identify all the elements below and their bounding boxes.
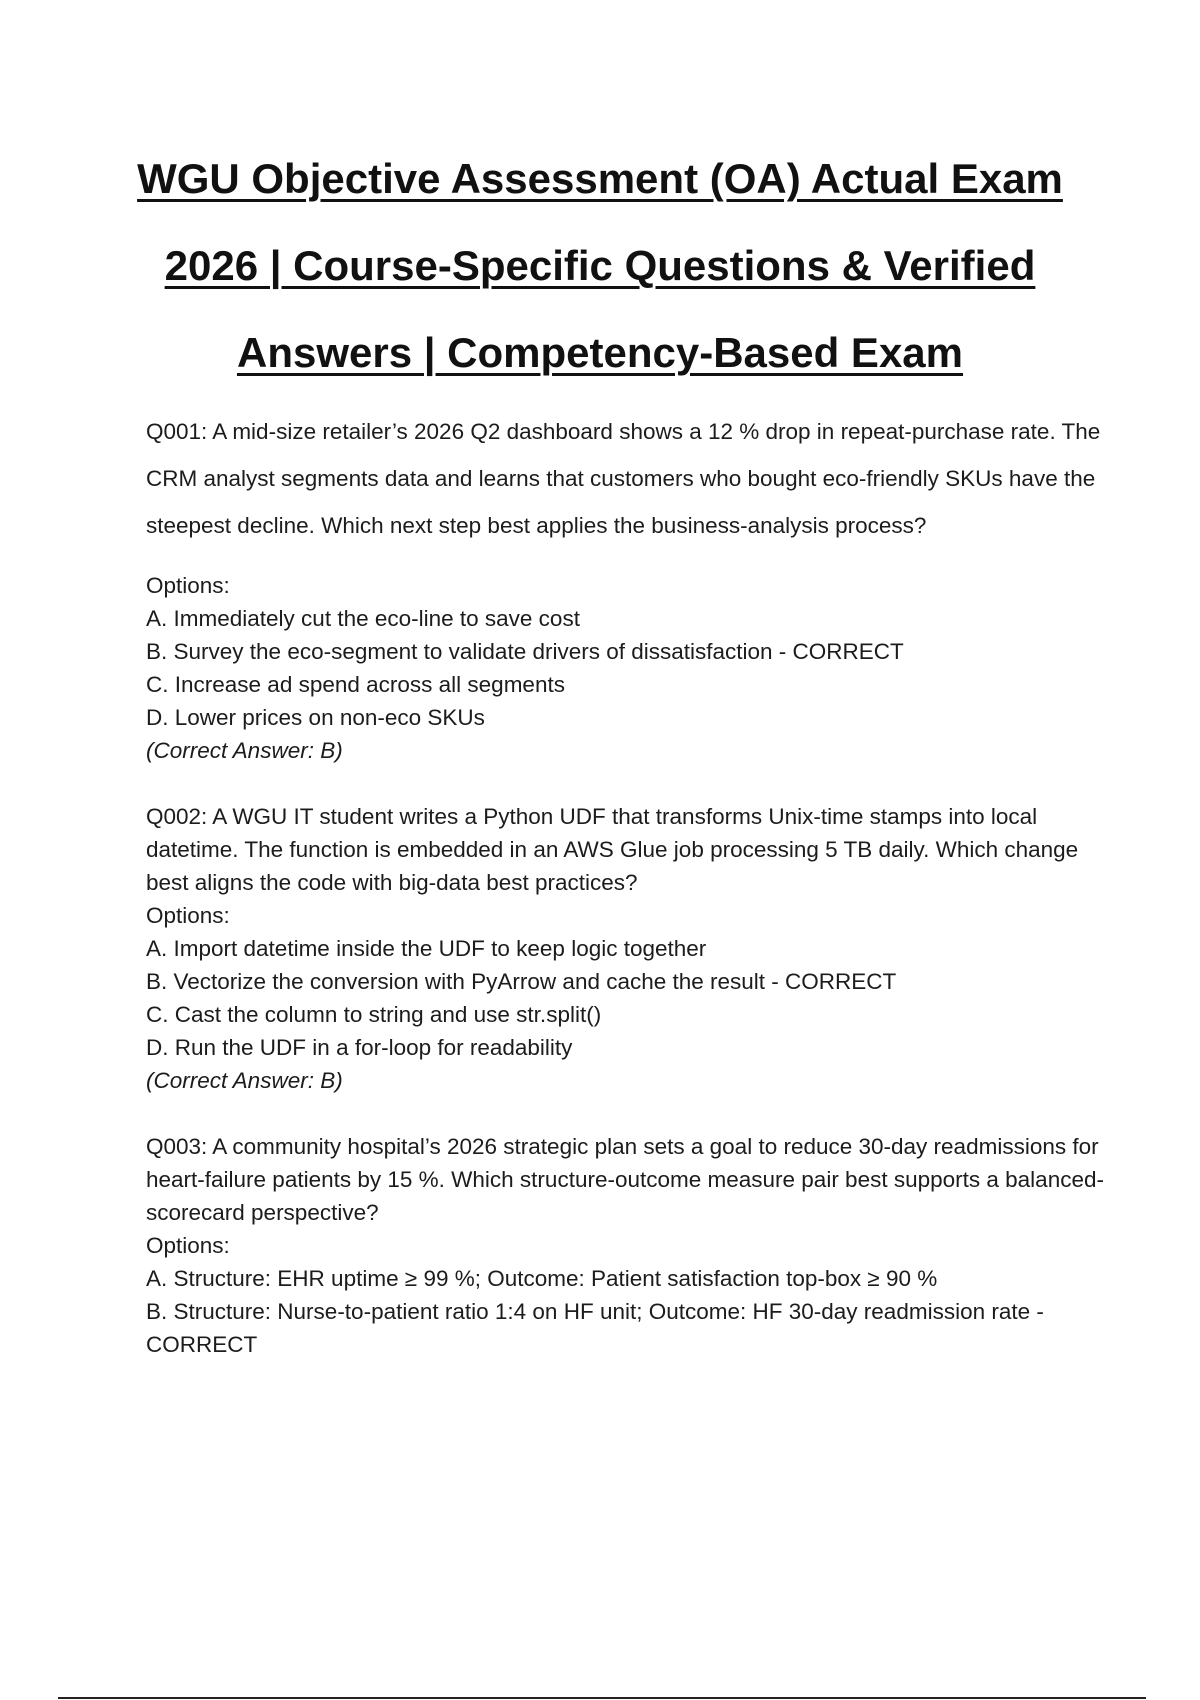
question-text: Q002: A WGU IT student writes a Python UDF that transforms Unix-time stamps into local datetime. The function is embedded in an AWS Glue job processing 5 TB daily. Which change best aligns the code with big-data best practices? xyxy=(146,804,1079,895)
title-line-2: 2026 | Course-Specific Questions & Verified xyxy=(164,242,1036,289)
bottom-divider xyxy=(58,1697,1146,1699)
option-c: C. Increase ad spend across all segments xyxy=(146,672,565,697)
question-q003 xyxy=(146,1130,1106,1361)
option-b: B. Structure: Nurse-to-patient ratio 1:4 on HF unit; Outcome: HF 30-day readmission rate - CORRECT xyxy=(146,1299,1044,1357)
option-d: D. Run the UDF in a for-loop for readability xyxy=(146,1035,573,1060)
question-q002 xyxy=(146,800,1106,1097)
option-a: A. Immediately cut the eco-line to save cost xyxy=(146,606,580,631)
option-d: D. Lower prices on non-eco SKUs xyxy=(146,705,485,730)
option-a: A. Structure: EHR uptime ≥ 99 %; Outcome: Patient satisfaction top-box ≥ 90 % xyxy=(146,1266,938,1291)
options-label: Options: xyxy=(146,903,230,928)
title-line-1: WGU Objective Assessment (OA) Actual Exam xyxy=(137,155,1063,202)
options-block xyxy=(146,569,1106,767)
options-label: Options: xyxy=(146,1233,230,1258)
title-line-3: Answers | Competency-Based Exam xyxy=(236,329,964,376)
option-a: A. Import datetime inside the UDF to keep logic together xyxy=(146,936,707,961)
option-c: C. Cast the column to string and use str.split() xyxy=(146,1002,602,1027)
options-label: Options: xyxy=(146,573,230,598)
option-b: B. Survey the eco-segment to validate drivers of dissatisfaction - CORRECT xyxy=(146,639,904,664)
correct-answer: (Correct Answer: B) xyxy=(146,738,343,763)
correct-answer: (Correct Answer: B) xyxy=(146,1068,343,1093)
document-title xyxy=(100,135,1100,396)
question-text: Q003: A community hospital’s 2026 strategic plan sets a goal to reduce 30-day readmissions for heart-failure patients by 15 %. Which structure-outcome measure pair best supports a balanced-scorecard perspective? xyxy=(146,1134,1104,1225)
questions-list xyxy=(146,420,1106,1361)
question-q001 xyxy=(146,408,1106,767)
question-text: Q001: A mid-size retailer’s 2026 Q2 dashboard shows a 12 % drop in repeat-purchase rate. The CRM analyst segments data and learns that customers who bought eco-friendly SKUs have the steepest decline. Which next step best applies the business-analysis process? xyxy=(146,419,1101,538)
option-b: B. Vectorize the conversion with PyArrow and cache the result - CORRECT xyxy=(146,969,897,994)
